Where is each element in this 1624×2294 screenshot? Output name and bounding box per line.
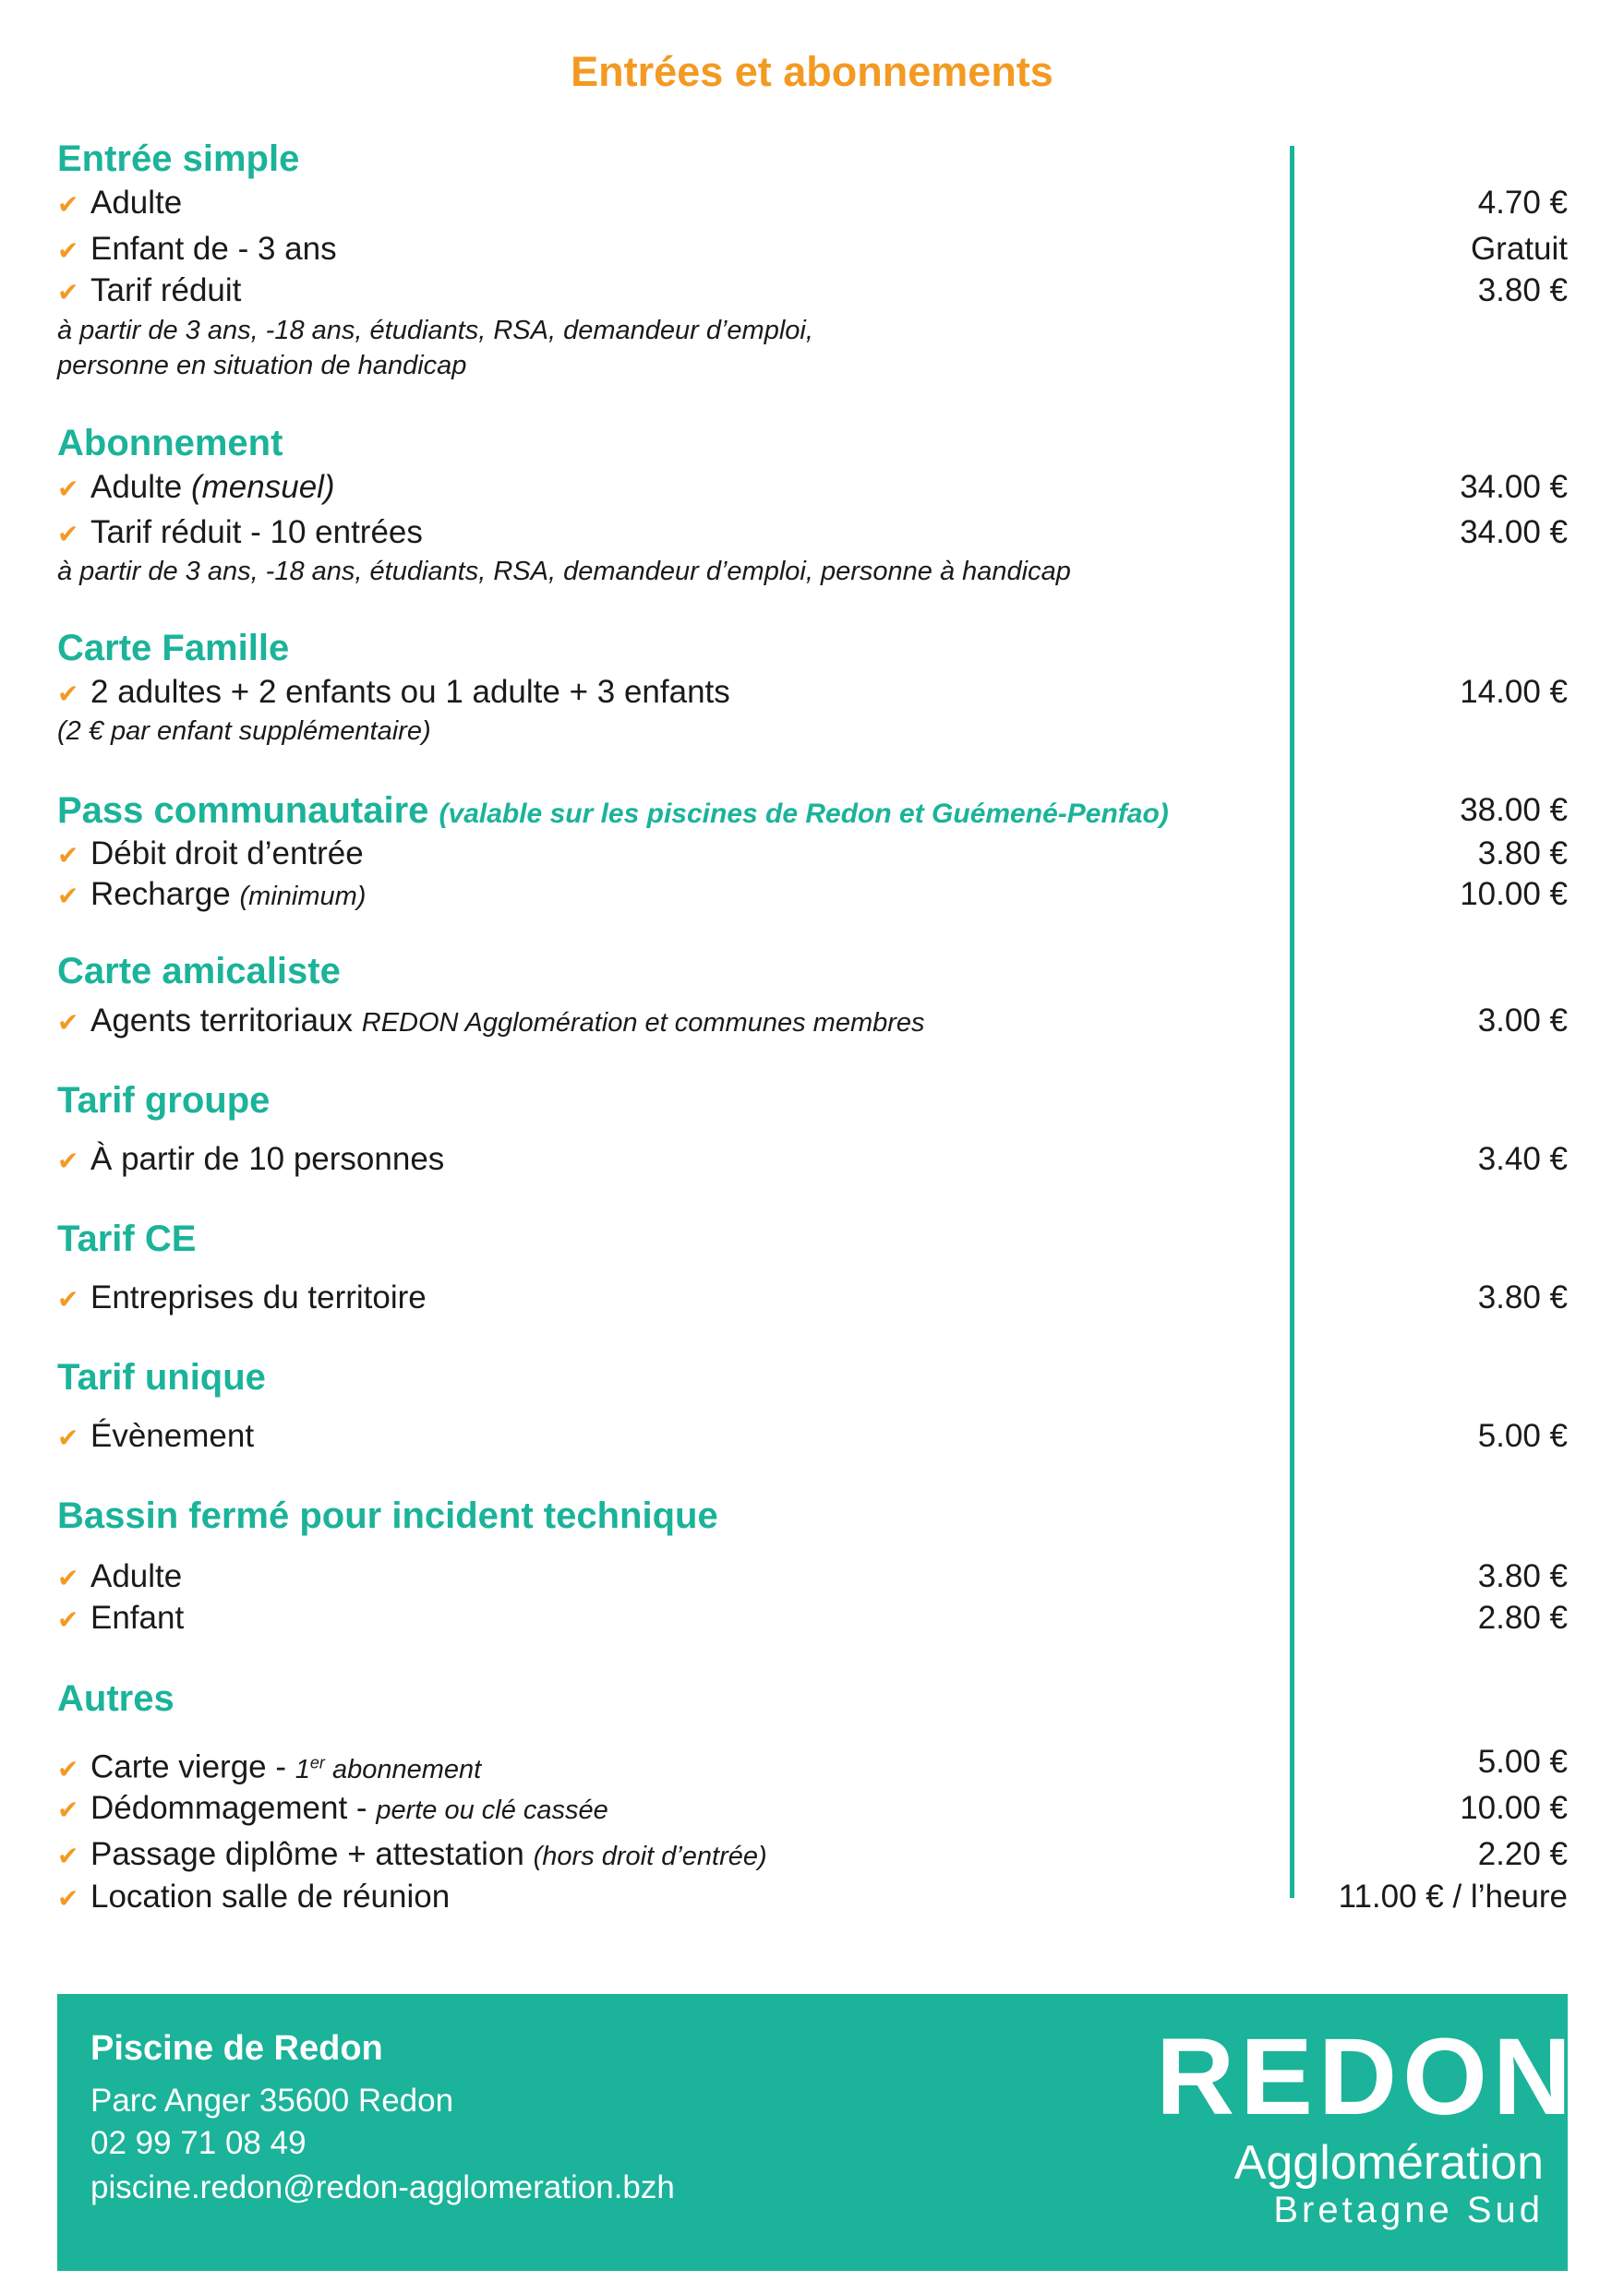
row-note-text: abonnement [331, 1754, 482, 1784]
row-label: Adulte [90, 185, 183, 221]
contact-footer [57, 1994, 1578, 2271]
section-heading: Tarif unique [57, 1357, 266, 1398]
section-heading: Carte amicaliste [57, 951, 341, 991]
row-description: (2 € par enfant supplémentaire) [57, 716, 431, 746]
check-icon: ✔ [57, 679, 79, 708]
row-note: (mensuel) [190, 469, 335, 505]
check-icon: ✔ [57, 1842, 79, 1870]
price-row [57, 875, 1568, 914]
section-heading: Entrée simple [57, 138, 300, 179]
section-note: (valable sur les piscines de Redon et Guémené-Penfao) [439, 799, 1169, 829]
check-icon: ✔ [57, 1285, 79, 1314]
logo-main-text: REDON [1156, 2016, 1578, 2138]
row-description: à partir de 3 ans, -18 ans, étudiants, RSA, demandeur d’emploi, [57, 316, 813, 345]
price-row [57, 1140, 1568, 1179]
row-price: 34.00 € [1460, 514, 1568, 550]
logo-sub-text: Agglomération [1233, 2136, 1544, 2190]
check-icon: ✔ [57, 882, 79, 910]
redon-logo [1156, 2016, 1578, 2248]
row-price: 3.80 € [1477, 272, 1568, 308]
section-heading [57, 790, 1169, 831]
row-note: REDON Agglomération et communes membres [361, 1008, 925, 1038]
price-row [57, 1599, 1568, 1638]
row-price: 34.00 € [1460, 469, 1568, 505]
price-row [57, 673, 1568, 712]
price-row [57, 468, 1568, 507]
price-row [57, 271, 1568, 310]
row-note: (minimum) [239, 882, 367, 911]
footer-name: Piscine de Redon [90, 2029, 383, 2068]
check-icon: ✔ [57, 190, 79, 219]
row-note-sup: er [309, 1753, 325, 1772]
row-label: Adulte [90, 469, 183, 505]
row-price: 3.80 € [1477, 835, 1568, 871]
price-row [57, 1743, 1568, 1785]
row-label: Agents territoriaux [90, 1003, 354, 1039]
check-icon: ✔ [57, 1147, 79, 1175]
row-price: Gratuit [1470, 231, 1568, 267]
check-icon: ✔ [57, 1564, 79, 1592]
check-icon: ✔ [57, 474, 79, 503]
row-price: 2.20 € [1477, 1836, 1568, 1872]
price-row [57, 835, 1568, 873]
row-price: 3.80 € [1477, 1558, 1568, 1594]
row-price: 2.80 € [1477, 1600, 1568, 1636]
price-row [57, 1835, 1568, 1874]
footer-email: piscine.redon@redon-agglomeration.bzh [90, 2169, 675, 2205]
page-title: Entrées et abonnements [571, 48, 1053, 95]
row-price: 3.00 € [1477, 1003, 1568, 1039]
row-description: personne en situation de handicap [57, 351, 467, 380]
row-price: 14.00 € [1460, 674, 1568, 710]
check-icon: ✔ [57, 1423, 79, 1452]
section-heading: Bassin fermé pour incident technique [57, 1495, 718, 1536]
row-price: 5.00 € [1477, 1418, 1568, 1454]
row-note-number: 1 [295, 1754, 310, 1784]
row-note: perte ou clé cassée [376, 1796, 608, 1825]
row-label: Enfant de - 3 ans [90, 231, 337, 267]
check-icon: ✔ [57, 1754, 79, 1784]
check-icon: ✔ [57, 841, 79, 870]
row-price: 3.80 € [1477, 1279, 1568, 1315]
section-heading: Tarif groupe [57, 1080, 271, 1121]
footer-phone: 02 99 71 08 49 [90, 2125, 307, 2161]
row-label: Passage diplôme + attestation [90, 1836, 524, 1872]
row-price: 10.00 € [1460, 1790, 1568, 1826]
row-price: 10.00 € [1460, 876, 1568, 912]
check-icon: ✔ [57, 1884, 79, 1913]
price-row [57, 230, 1568, 269]
row-label: Évènement [90, 1418, 255, 1454]
price-row [57, 1878, 1568, 1916]
price-row [57, 1789, 1568, 1828]
row-label: Tarif réduit - 10 entrées [90, 514, 423, 550]
row-price: 4.70 € [1477, 185, 1568, 221]
section-heading-text: Pass communautaire [57, 790, 429, 831]
row-label: Enfant [90, 1600, 185, 1636]
check-icon: ✔ [57, 236, 79, 265]
row-label: Adulte [90, 1558, 183, 1594]
section-heading: Abonnement [57, 423, 283, 463]
row-price: 3.40 € [1477, 1141, 1568, 1177]
price-row [57, 1279, 1568, 1317]
row-label: Entreprises du territoire [90, 1279, 427, 1315]
row-price: 38.00 € [1460, 792, 1568, 828]
price-row [57, 184, 1568, 222]
price-row [57, 1002, 1568, 1040]
price-row [57, 513, 1568, 552]
logo-tagline: Bretagne Sud [1273, 2190, 1544, 2230]
check-icon: ✔ [57, 1796, 79, 1824]
check-icon: ✔ [57, 1605, 79, 1634]
section-heading: Carte Famille [57, 628, 290, 668]
price-row [57, 1417, 1568, 1456]
row-label: Dédommagement - [90, 1790, 367, 1826]
check-icon: ✔ [57, 278, 79, 306]
price-row [57, 1557, 1568, 1596]
section-heading: Tarif CE [57, 1219, 197, 1259]
pass-heading-row [57, 790, 1568, 831]
row-price: 5.00 € [1477, 1744, 1568, 1780]
check-icon: ✔ [57, 1008, 79, 1037]
row-label: À partir de 10 personnes [90, 1141, 445, 1177]
row-label: Location salle de réunion [90, 1879, 451, 1915]
row-price: 11.00 € / l’heure [1338, 1879, 1568, 1915]
row-label: Recharge [90, 876, 231, 912]
row-description: à partir de 3 ans, -18 ans, étudiants, RSA, demandeur d’emploi, personne à handicap [57, 557, 1071, 586]
row-label: 2 adultes + 2 enfants ou 1 adulte + 3 enfants [90, 674, 730, 710]
footer-address: Parc Anger 35600 Redon [90, 2083, 454, 2119]
section-heading: Autres [57, 1678, 174, 1719]
row-note: (hors droit d’entrée) [533, 1842, 767, 1871]
row-label: Tarif réduit [90, 272, 242, 308]
check-icon: ✔ [57, 520, 79, 548]
row-label: Carte vierge - [90, 1748, 287, 1785]
row-note [295, 1755, 481, 1784]
row-label: Débit droit d’entrée [90, 835, 364, 871]
